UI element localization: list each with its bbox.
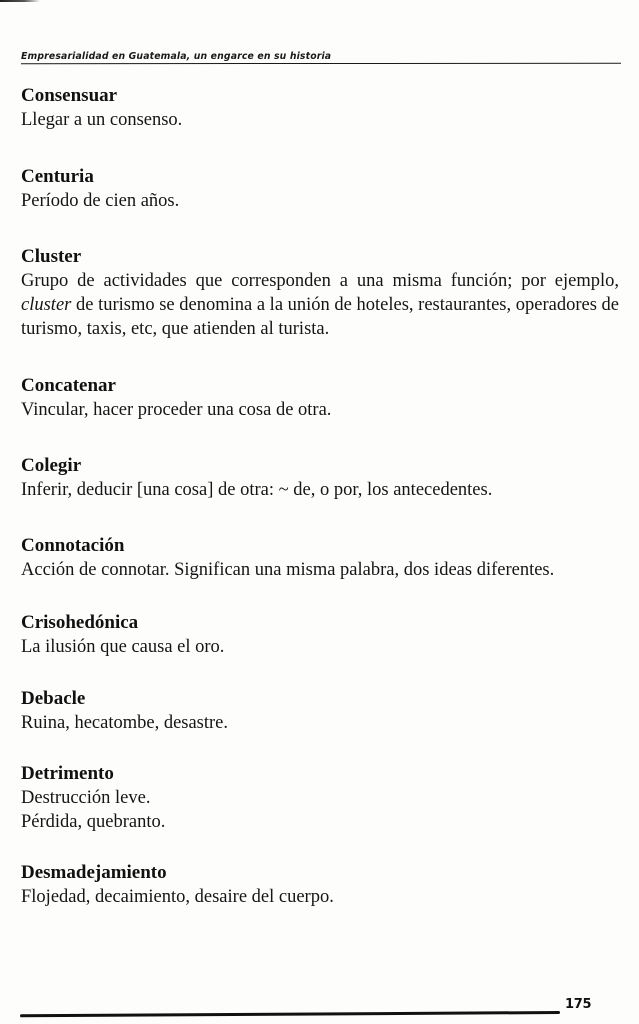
glossary-entry-centuria <box>21 165 619 213</box>
glossary-entry-desmadejamiento <box>21 861 619 909</box>
entry-definition: Pérdida, quebranto. <box>21 812 166 832</box>
glossary-entry-debacle <box>21 687 619 735</box>
entry-term: Consensuar <box>21 85 118 106</box>
scan-edge-mark <box>0 0 40 2</box>
header-rule <box>21 63 621 65</box>
book-title: Empresarialidad en Guatemala, un engarce en su historia <box>21 51 332 62</box>
entry-definition: Ruina, hecatombe, desastre. <box>21 713 229 733</box>
glossary-entry-concatenar <box>21 374 619 422</box>
entry-term: Detrimento <box>21 763 114 784</box>
definition-emphasis: cluster <box>21 295 72 315</box>
entry-definition <box>21 269 619 341</box>
entry-definition: Vincular, hacer proceder una cosa de otra. <box>21 400 332 420</box>
entry-term: Debacle <box>21 688 86 709</box>
entry-term: Colegir <box>21 455 82 476</box>
entry-term: Cluster <box>21 246 82 267</box>
entry-term: Desmadejamiento <box>21 862 167 883</box>
definition-text: de turismo se denomina a la unión de hoteles, restaurantes, operadores de turismo, taxis, etc, que atienden al turista. <box>21 295 619 339</box>
entry-term: Concatenar <box>21 375 116 396</box>
entry-definition: Llegar a un consenso. <box>21 110 183 130</box>
glossary-entry-detrimento <box>21 762 619 834</box>
glossary-entry-connotacion <box>21 534 619 582</box>
entry-term: Centuria <box>21 166 94 187</box>
entry-definition: Inferir, deducir [una cosa] de otra: ~ de, o por, los antecedentes. <box>21 480 493 500</box>
running-header <box>21 51 621 65</box>
entry-definition: Flojedad, decaimiento, desaire del cuerpo. <box>21 887 334 907</box>
entry-term: Connotación <box>21 535 125 556</box>
entry-definition: Destrucción leve. <box>21 788 151 808</box>
entry-definition: La ilusión que causa el oro. <box>21 637 225 657</box>
entry-definition: Período de cien años. <box>21 191 180 211</box>
glossary-entry-cluster <box>21 245 619 341</box>
definition-text: Grupo de actividades que corresponden a una misma función; por ejemplo, <box>21 271 619 291</box>
footer-rule <box>20 1011 560 1017</box>
glossary-entry-colegir <box>21 454 619 502</box>
glossary-entry-crisohedonica <box>21 611 619 659</box>
glossary-list <box>21 84 619 909</box>
glossary-entry-consensuar <box>21 84 619 132</box>
entry-definition: Acción de connotar. Significan una misma palabra, dos ideas diferentes. <box>21 560 555 580</box>
page-number: 175 <box>565 997 592 1012</box>
entry-term: Crisohedónica <box>21 612 139 633</box>
